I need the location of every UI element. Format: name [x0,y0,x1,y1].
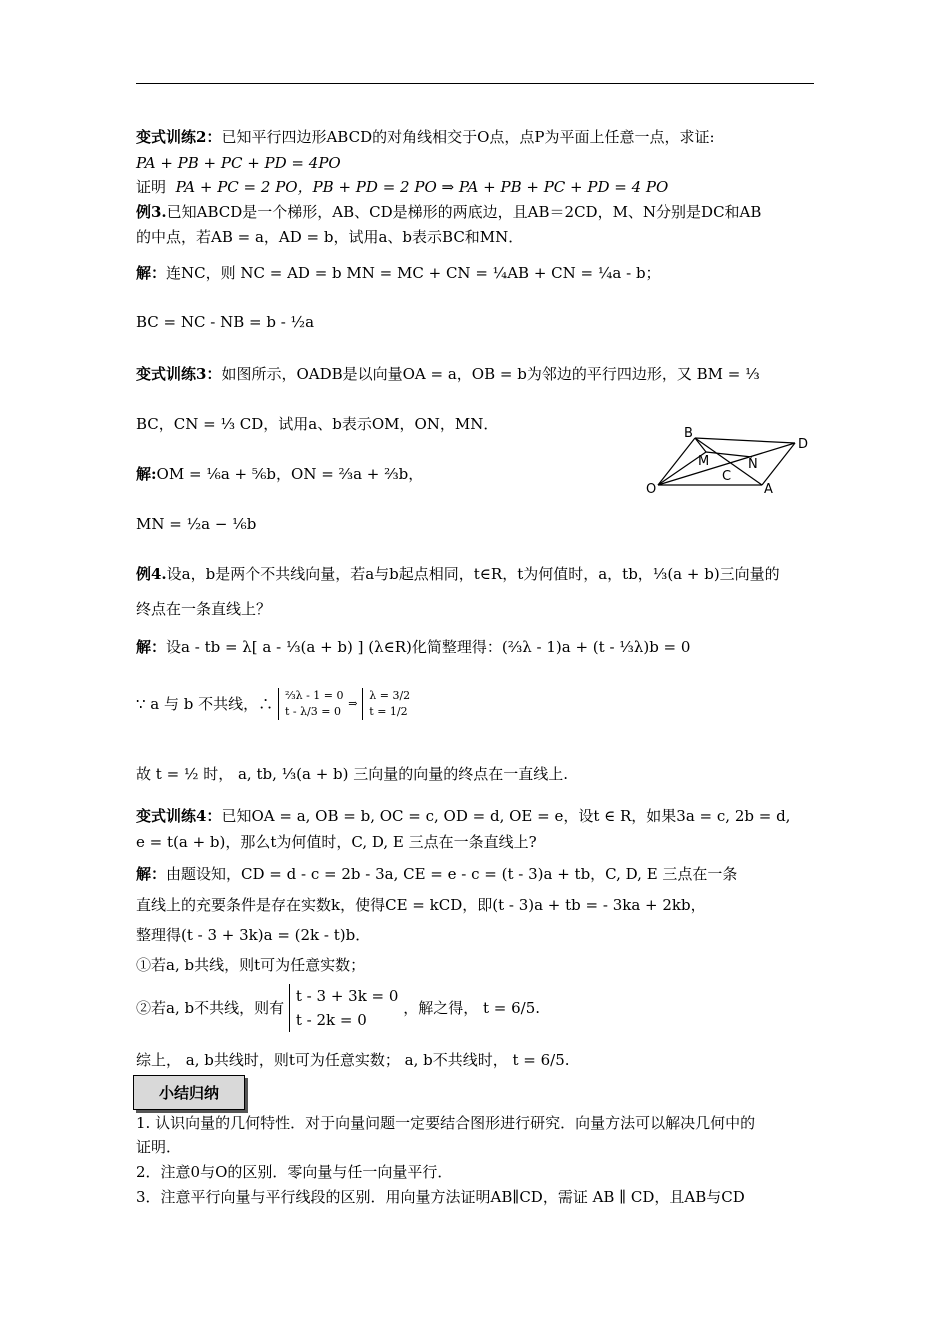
summary-heading-box [133,1075,245,1110]
v4-title: 变式训练4： [136,807,222,825]
v4-case2-system [289,984,399,1032]
ex4-solution-line2 [136,688,410,720]
fig-label-o: O [646,482,657,497]
ex4-sys1a: ⅔λ - 1 = 0 [284,689,344,702]
v3-problem-line2: BC，CN = ⅓ CD，试用a、b表示OM，ON，MN． [136,415,499,433]
v3-solution-line2: MN = ½a − ⅙b [136,515,257,533]
v3-sol-label: 解: [136,465,157,483]
v4-sol-label: 解： [136,865,167,883]
ex3-problem1: 已知ABCD是一个梯形，AB、CD是梯形的两底边，且AB＝2CD，M、N分别是DC和AB [166,203,762,221]
v3-title: 变式训练3： [136,365,222,383]
v2-proof-prefix: 证明 [136,178,167,196]
v4-problem-line2: e = t(a + b)，那么t为何值时，C, D, E 三点在一条直线上? [136,833,537,851]
v2-proof: PA + PC = 2 PO，PB + PD = 2 PO ⇒ PA + PB + PC + PD = 4 PO [175,178,669,196]
ex4-system-left [278,688,344,720]
v4-case1: ①若a, b共线，则t可为任意实数； [136,956,366,974]
v4-case2-eq1: t - 3 + 3k = 0 [295,987,399,1005]
summary-item2: 2．注意0与O的区别．零向量与任一向量平行． [136,1163,453,1181]
fig-label-d: D [798,437,809,452]
v2-problem-line [136,127,715,147]
ex3-title: 例3. [136,203,167,221]
v4-sol1: 由题设知，CD = d - c = 2b - 3a, CE = e - c = (t - 3)a + tb，C, D, E 三点在一条 [166,865,738,883]
v4-solution-line2: 直线上的充要条件是存在实数k，使得CE = kCD，即(t - 3)a + tb = - 3ka + 2kb， [136,896,706,914]
v4-solution-line3: 整理得(t - 3 + 3k)a = (2k - t)b． [136,926,371,944]
ex3-solution-line1 [136,263,661,283]
ex3-sol-label: 解： [136,264,167,282]
ex4-sys-arrow: ⇒ [348,697,358,710]
fig-label-a: A [764,482,773,497]
ex4-system-right [362,688,410,720]
v3-sol1: OM = ⅙a + ⅚b，ON = ⅔a + ⅔b， [156,465,424,483]
v2-proof-line [136,177,668,197]
ex4-solution-line1 [136,637,690,657]
ex4-title: 例4. [136,565,167,583]
ex4-solution-line3: 故 t = ½ 时， a, tb, ⅓(a + b) 三向量的向量的终点在一直线上. [136,765,569,783]
v2-problem: 已知平行四边形ABCD的对角线相交于O点，点P为平面上任意一点，求证: [221,128,715,146]
v4-case2-tail: ，解之得， t = 6/5. [403,999,541,1017]
v2-equation: PA + PB + PC + PD = 4PO [136,154,341,172]
ex4-sys1b: t - λ/3 = 0 [284,705,341,718]
ex3-sol1: 连NC，则 NC = AD = b MN = MC + CN = ¼AB + CN = ¼a - b； [166,264,661,282]
v3-solution-line1 [136,464,423,484]
v4-case2-line [136,984,540,1032]
ex4-sys2a: λ = 3/2 [369,689,411,702]
v4-solution-line1 [136,864,737,884]
parallelogram-figure [640,420,820,505]
fig-label-b: B [684,426,693,441]
v4-case2-lead: ②若a, b不共线，则有 [136,999,285,1017]
v4-problem1: 已知OA = a, OB = b, OC = c, OD = d, OE = e，设t ∈ R，如果3a = c, 2b = d, [221,807,791,825]
header-rule [136,83,814,84]
summary-item3: 3．注意平行向量与平行线段的区别．用向量方法证明AB∥CD，需证 AB ∥ CD，且AB与CD [136,1188,745,1206]
ex3-problem-line1 [136,202,761,222]
fig-label-n: N [748,457,758,472]
ex4-problem-line1 [136,564,780,584]
summary-item1-line2: 证明． [136,1138,182,1156]
v4-conclusion: 综上， a, b共线时，则t可为任意实数； a, b不共线时， t = 6/5. [136,1051,570,1069]
summary-heading: 小结归纳 [158,1084,219,1102]
ex4-sol2-lead: ∵ a 与 b 不共线，∴ [136,695,274,713]
ex4-problem1: 设a，b是两个不共线向量，若a与b起点相同，t∈R，t为何值时，a，tb，⅓(a + b)三向量的 [166,565,780,583]
ex3-problem-line2: 的中点，若AB = a，AD = b，试用a、b表示BC和MN． [136,228,524,246]
v4-case2-eq2: t - 2k = 0 [295,1011,367,1029]
v3-problem-line1 [136,364,760,384]
fig-label-m: M [698,454,710,469]
ex3-solution-line2: BC = NC - NB = b - ½a [136,313,315,331]
summary-item1-line1: 1. 认识向量的几何特性．对于向量问题一定要结合图形进行研究．向量方法可以解决几何中的 [136,1114,756,1132]
v4-problem-line1 [136,806,790,826]
v3-problem1: 如图所示，OADB是以向量OA = a，OB = b为邻边的平行四边形，又 BM = ⅓ [221,365,760,383]
ex4-sol1: 设a - tb = λ[ a - ⅓(a + b) ] (λ∈R)化简整理得：(⅔λ - 1)a + (t - ⅓λ)b = 0 [166,638,691,656]
ex4-sys2b: t = 1/2 [369,705,408,718]
v2-title: 变式训练2： [136,128,222,146]
ex4-sol-label: 解： [136,638,167,656]
fig-label-c: C [722,469,732,484]
ex4-problem-line2: 终点在一条直线上？ [136,600,272,618]
